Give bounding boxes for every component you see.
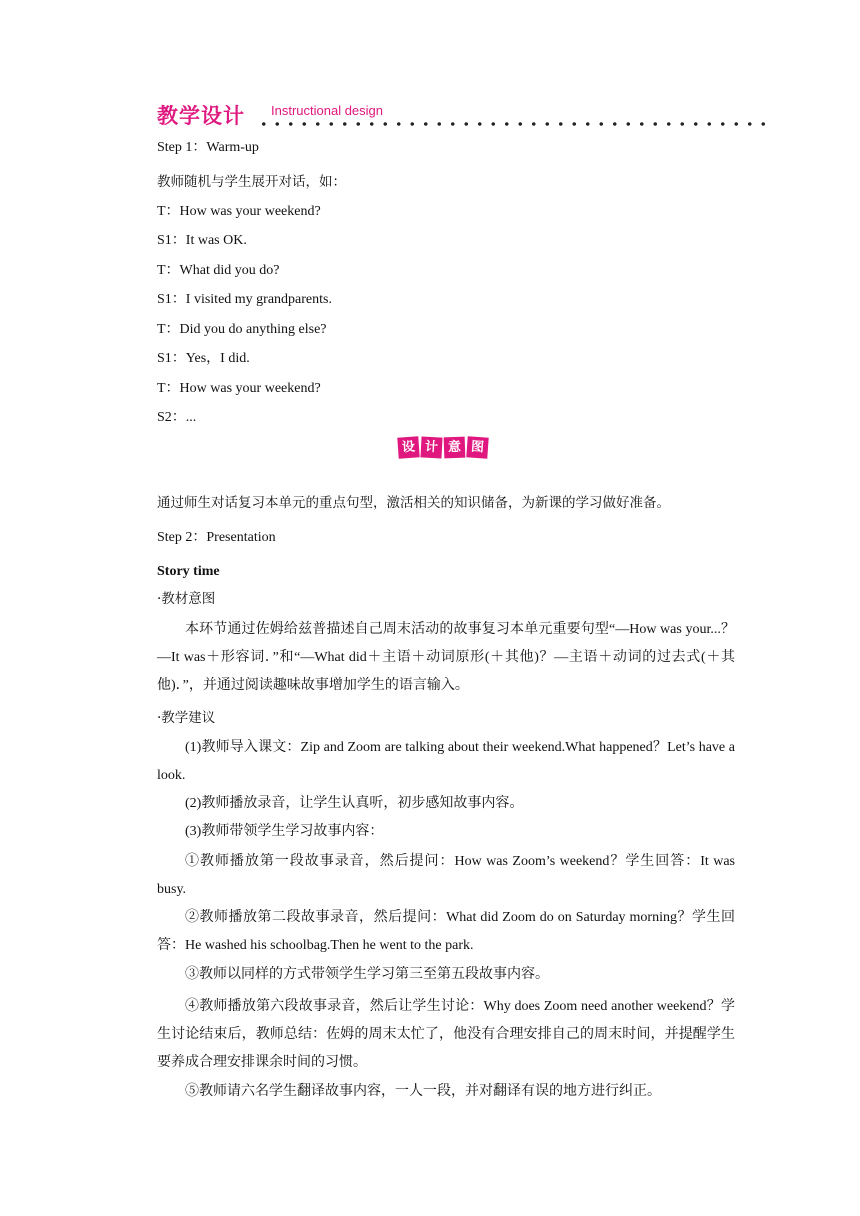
design-intent-badge xyxy=(398,437,488,459)
material-heading: ·教材意图 xyxy=(157,591,216,607)
header-title-cn: 教学设计 xyxy=(157,104,245,128)
dialogue-line: S1：I visited my grandparents. xyxy=(157,292,332,307)
suggestion-item: (2)教师播放录音，让学生认真听，初步感知故事内容。 xyxy=(185,796,524,811)
badge-char: 图 xyxy=(466,436,488,458)
badge-char: 设 xyxy=(397,436,419,458)
badge-char: 意 xyxy=(444,437,466,459)
suggestion-item: ②教师播放第二段故事录音，然后提问：What did Zoom do on Saturday morning？学生回答：He washed his schoolbag.Then he went to the park. xyxy=(157,910,735,953)
suggestion-item: ③教师以同样的方式带领学生学习第三至第五段故事内容。 xyxy=(185,967,549,982)
dialogue-line: T：What did you do? xyxy=(157,263,280,278)
suggestion-item: (3)教师带领学生学习故事内容： xyxy=(185,824,384,839)
material-text: 本环节通过佐姆给兹普描述自己周末活动的故事复习本单元重要句型“—How was your...？—It was＋形容词．”和“—What did＋主语＋动词原形(＋其他)？—主语＋动词的过去式(＋其他)．”，并通过阅读趣味故事增加学生的语言输入。 xyxy=(157,622,735,693)
dialogue-line: S1：Yes，I did. xyxy=(157,351,250,366)
step1-intro: 教师随机与学生展开对话，如： xyxy=(157,174,346,190)
story-time-heading: Story time xyxy=(157,564,220,579)
step2-title: Step 2：Presentation xyxy=(157,530,276,545)
suggestion-item: ⑤教师请六名学生翻译故事内容，一人一段，并对翻译有误的地方进行纠正。 xyxy=(185,1084,661,1099)
step1-title: Step 1：Warm-up xyxy=(157,140,259,155)
suggestion-item: ④教师播放第六段故事录音，然后让学生讨论：Why does Zoom need another weekend？学生讨论结束后，教师总结：佐姆的周末太忙了，他没有合理安排自己的周末时间，并提醒学生要养成合理安排课余时间的习惯。 xyxy=(157,999,735,1070)
dialogue-line: S2：... xyxy=(157,410,197,425)
dialogue-line: T：Did you do anything else? xyxy=(157,322,327,337)
header-title-en: Instructional design xyxy=(271,103,384,118)
dialogue-line: T：How was your weekend? xyxy=(157,381,321,396)
design-intent-text: 通过师生对话复习本单元的重点句型，激活相关的知识储备，为新课的学习做好准备。 xyxy=(157,495,670,511)
badge-char: 计 xyxy=(420,436,442,458)
section-header xyxy=(157,100,767,130)
suggest-heading: ·教学建议 xyxy=(157,710,216,726)
dialogue-line: T：How was your weekend? xyxy=(157,204,321,219)
suggestion-item: ①教师播放第一段故事录音，然后提问：How was Zoom’s weekend？学生回答：It was busy. xyxy=(157,854,735,897)
dialogue-line: S1：It was OK. xyxy=(157,233,247,248)
suggestion-item: (1)教师导入课文：Zip and Zoom are talking about their weekend.What happened？Let’s have a look. xyxy=(157,740,735,783)
dotted-rule xyxy=(257,121,767,127)
